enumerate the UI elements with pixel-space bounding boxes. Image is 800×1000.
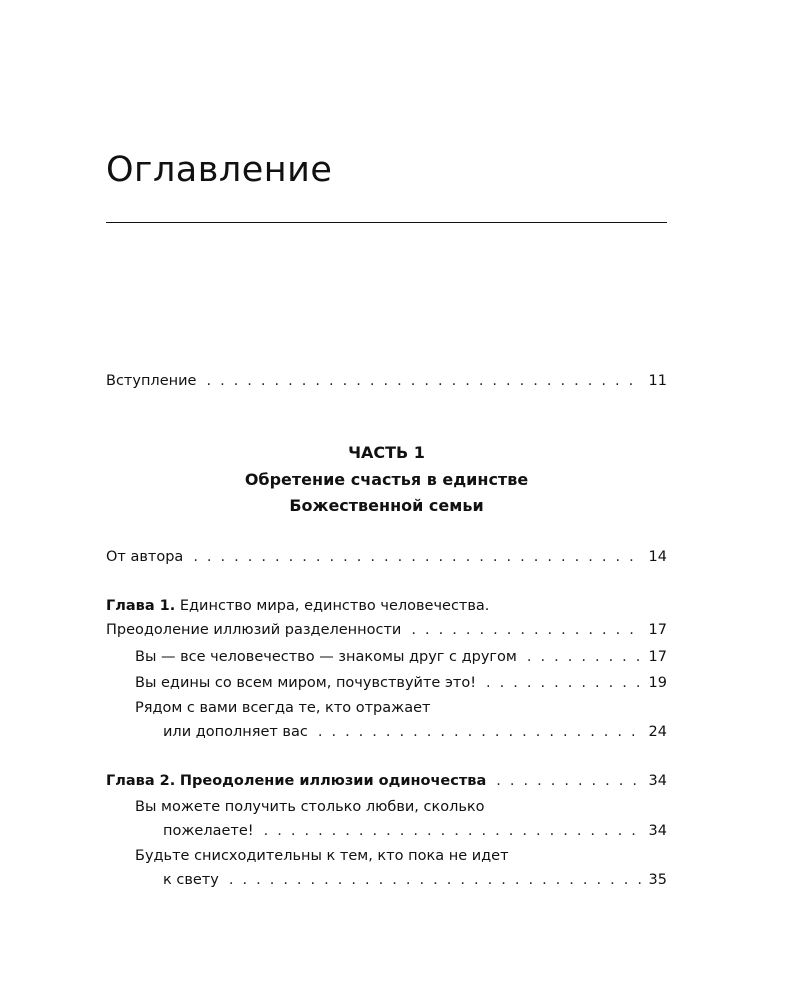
dot-leader	[229, 871, 643, 889]
toc-entry-label: Вы — все человечество — знакомы друг с другом	[135, 649, 517, 665]
toc-entry-label: Вы едины со всем миром, почувствуйте это!	[135, 675, 477, 691]
toc-entry-label: или дополняет вас	[163, 724, 308, 740]
toc-entry-from-author[interactable]	[106, 548, 667, 566]
part-title-line-2: Божественной семьи	[289, 496, 484, 515]
toc-entry-label: От автора	[106, 549, 184, 565]
page-title: Оглавление	[106, 150, 333, 190]
chapter-2-title-text: Преодоление иллюзии одиночества	[179, 773, 487, 789]
toc-entry-section-1-1[interactable]	[135, 648, 667, 666]
part-title-line-1: Обретение счастья в единстве	[244, 470, 529, 489]
toc-entry-chapter-1[interactable]	[106, 621, 667, 639]
toc-entry-section-1-2[interactable]	[135, 674, 667, 692]
dot-leader	[193, 548, 642, 566]
toc-entry-chapter-2[interactable]	[106, 772, 667, 790]
toc-entry-intro[interactable]	[106, 372, 667, 390]
title-divider	[106, 222, 667, 223]
toc-entry-section-2-2[interactable]	[163, 871, 667, 889]
dot-leader	[206, 372, 642, 390]
dot-leader	[486, 674, 643, 692]
toc-entry-label: пожелаете!	[163, 823, 254, 839]
page-number: 35	[648, 872, 667, 888]
dot-leader	[496, 772, 642, 790]
toc-entry-section-2-1[interactable]	[163, 822, 667, 840]
toc-entry-section-1-3[interactable]	[163, 723, 667, 741]
dot-leader	[264, 822, 643, 840]
toc-entry-section-2-2-line-1[interactable]: Будьте снисходительны к тем, кто пока не идет	[135, 848, 509, 864]
chapter-1-title-line-1[interactable]	[106, 597, 489, 615]
chapter-1-prefix: Глава 1.	[106, 598, 176, 614]
chapter-1-title-line-2: Преодоление иллюзий разделенности	[106, 622, 402, 638]
dot-leader	[318, 723, 643, 741]
page-number: 24	[648, 724, 667, 740]
page-number: 34	[648, 773, 667, 789]
toc-entry-section-2-1-line-1[interactable]: Вы можете получить столько любви, сколько	[135, 799, 485, 815]
toc-entry-label: к свету	[163, 872, 219, 888]
dot-leader	[411, 621, 642, 639]
page-number: 17	[648, 649, 667, 665]
page-number: 14	[648, 549, 667, 565]
chapter-2-prefix: Глава 2.	[106, 773, 176, 789]
dot-leader	[527, 648, 643, 666]
chapter-2-title	[106, 772, 486, 790]
page-number: 19	[648, 675, 667, 691]
page-number: 11	[648, 373, 667, 389]
page-number: 34	[648, 823, 667, 839]
toc-entry-label: Вступление	[106, 373, 197, 389]
part-heading: ЧАСТЬ 1	[348, 443, 425, 462]
page-number: 17	[648, 622, 667, 638]
toc-entry-section-1-3-line-1[interactable]: Рядом с вами всегда те, кто отражает	[135, 700, 431, 716]
chapter-1-title-part1: Единство мира, единство человечества.	[179, 598, 490, 614]
